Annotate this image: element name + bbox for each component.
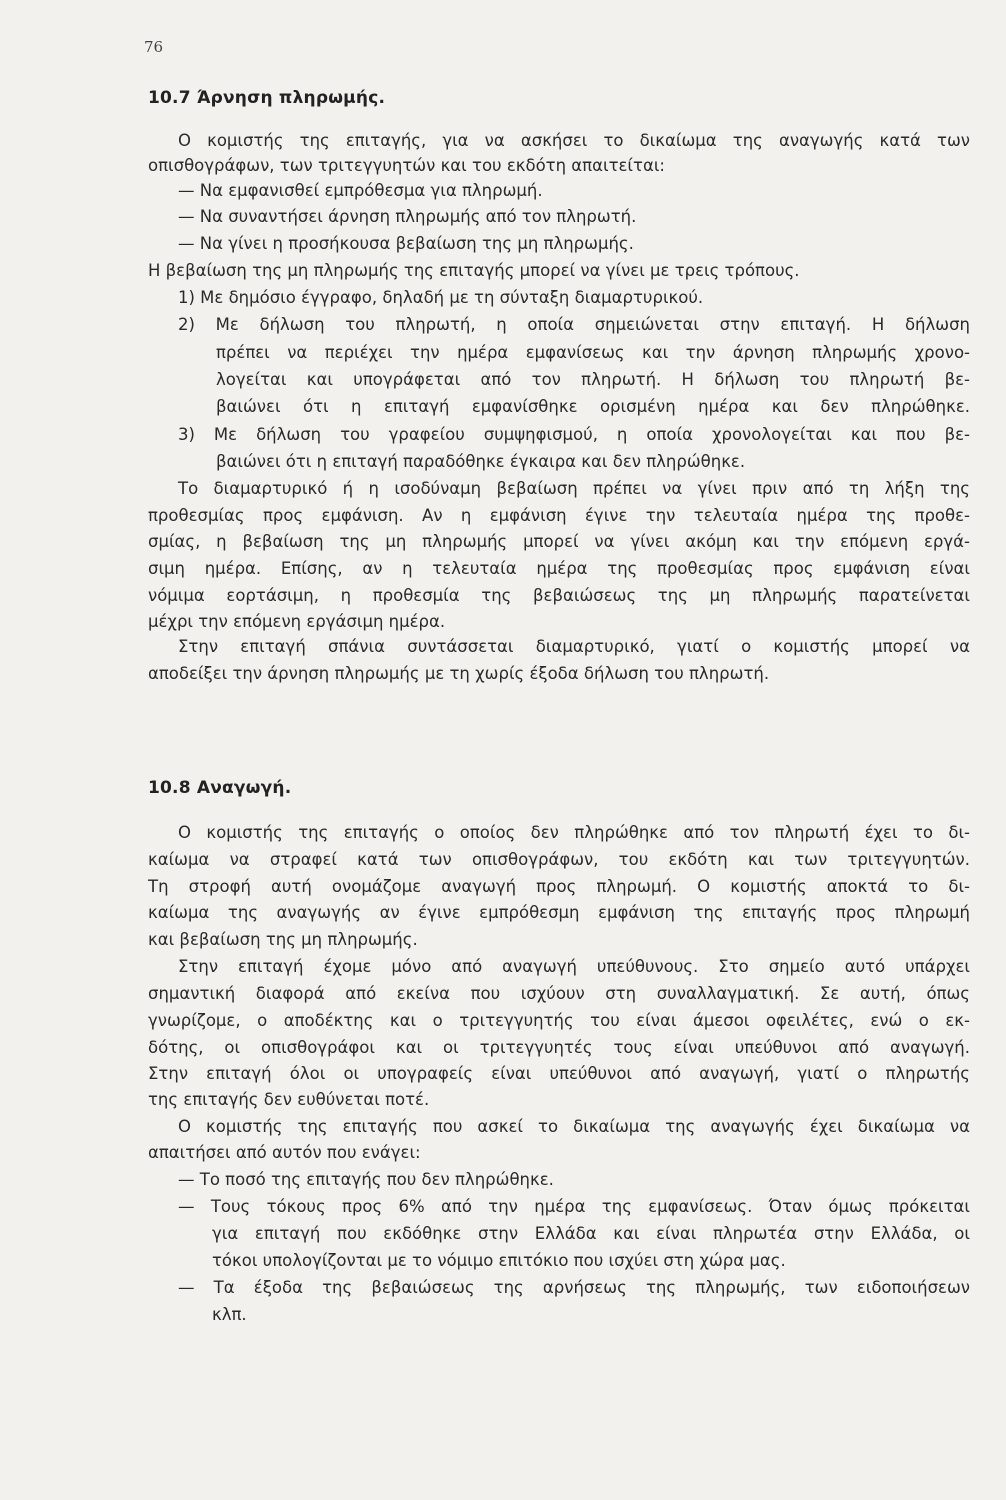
paragraph-line: Στην επιταγή όλοι οι υπογραφείς είναι υπεύθυνοι από αναγωγή, γιατί ο πληρωτής (148, 1064, 970, 1083)
list-item: — Να συναντήσει άρνηση πληρωμής από τον πληρωτή. (178, 207, 637, 226)
page-number: 76 (144, 38, 164, 56)
paragraph-line: προθεσμίας προς εμφάνιση. Αν η εμφάνιση έγινε την τελευταία ημέρα της προθε- (148, 506, 970, 525)
paragraph-line: δότης, οι οπισθογράφοι και οι τριτεγγυητές τους είναι υπεύθυνοι από αναγωγή. (148, 1038, 970, 1057)
paragraph-line: Το διαμαρτυρικό ή η ισοδύναμη βεβαίωση πρέπει να γίνει πριν από τη λήξη της (178, 479, 970, 498)
paragraph-line: σμίας, η βεβαίωση της μη πληρωμής μπορεί να γίνει ακόμη και την επόμενη εργά- (148, 532, 970, 551)
paragraph-line: για επιταγή που εκδόθηκε στην Ελλάδα και είναι πληρωτέα στην Ελλάδα, οι (212, 1224, 970, 1243)
paragraph-line: Ο κομιστής της επιταγής ο οποίος δεν πληρώθηκε από τον πληρωτή έχει το δι- (178, 823, 970, 842)
paragraph-line: κλπ. (212, 1305, 247, 1324)
paragraph-line: Στην επιταγή έχομε μόνο από αναγωγή υπεύθυνους. Στο σημείο αυτό υπάρχει (178, 957, 970, 976)
paragraph-line: βαιώνει ότι η επιταγή παραδόθηκε έγκαιρα και δεν πληρώθηκε. (216, 452, 746, 471)
paragraph-line: οπισθογράφων, των τριτεγγυητών και του εκδότη απαιτείται: (148, 156, 665, 175)
paragraph-line: Στην επιταγή σπάνια συντάσσεται διαμαρτυρικό, γιατί ο κομιστής μπορεί να (178, 637, 970, 656)
list-item: — Να γίνει η προσήκουσα βεβαίωση της μη πληρωμής. (178, 234, 634, 253)
paragraph-line: νόμιμα εορτάσιμη, η προθεσμία της βεβαιώσεως της μη πληρωμής παρατείνεται (148, 586, 970, 605)
paragraph-line: Ο κομιστής της επιταγής που ασκεί το δικαίωμα της αναγωγής έχει δικαίωμα να (178, 1117, 970, 1136)
list-item: — Το ποσό της επιταγής που δεν πληρώθηκε. (178, 1170, 554, 1189)
list-item: 2) Με δήλωση του πληρωτή, η οποία σημειώνεται στην επιταγή. Η δήλωση (178, 315, 970, 334)
paragraph-line: Ο κομιστής της επιταγής, για να ασκήσει το δικαίωμα της αναγωγής κατά των (178, 131, 970, 150)
paragraph-line: μέχρι την επόμενη εργάσιμη ημέρα. (148, 612, 446, 631)
list-item: — Τα έξοδα της βεβαιώσεως της αρνήσεως της πληρωμής, των ειδοποιήσεων (178, 1278, 970, 1297)
paragraph-line: Η βεβαίωση της μη πληρωμής της επιταγής μπορεί να γίνει με τρεις τρόπους. (148, 261, 800, 280)
paragraph-line: λογείται και υπογράφεται από τον πληρωτή. Η δήλωση του πληρωτή βε- (216, 370, 970, 389)
paragraph-line: καίωμα να στραφεί κατά των οπισθογράφων, του εκδότη και των τριτεγγυητών. (148, 850, 970, 869)
paragraph-line: αποδείξει την άρνηση πληρωμής με τη χωρίς έξοδα δήλωση του πληρωτή. (148, 664, 770, 683)
paragraph-line: Τη στροφή αυτή ονομάζομε αναγωγή προς πληρωμή. Ο κομιστής αποκτά το δι- (148, 877, 970, 896)
paragraph-line: πρέπει να περιέχει την ημέρα εμφανίσεως και την άρνηση πληρωμής χρονο- (216, 343, 970, 362)
paragraph-line: της επιταγής δεν ευθύνεται ποτέ. (148, 1090, 430, 1109)
paragraph-line: σημαντική διαφορά από εκείνα που ισχύουν στη συναλλαγματική. Σε αυτή, όπως (148, 984, 970, 1003)
paragraph-line: σιμη ημέρα. Επίσης, αν η τελευταία ημέρα της προθεσμίας προς εμφάνιση είναι (148, 559, 970, 578)
paragraph-line: καίωμα της αναγωγής αν έγινε εμπρόθεσμη εμφάνιση της επιταγής προς πληρωμή (148, 903, 970, 922)
section-title: 10.7 Άρνηση πληρωμής. (148, 88, 386, 108)
list-item: — Τους τόκους προς 6% από την ημέρα της εμφανίσεως. Όταν όμως πρόκειται (178, 1197, 970, 1216)
paragraph-line: απαιτήσει από αυτόν που ενάγει: (148, 1143, 421, 1162)
list-item: 1) Με δημόσιο έγγραφο, δηλαδή με τη σύνταξη διαμαρτυρικού. (178, 288, 704, 307)
list-item: — Να εμφανισθεί εμπρόθεσμα για πληρωμή. (178, 181, 543, 200)
paragraph-line: και βεβαίωση της μη πληρωμής. (148, 930, 418, 949)
list-item: 3) Με δήλωση του γραφείου συμψηφισμού, η οποία χρονολογείται και που βε- (178, 425, 970, 444)
paragraph-line: τόκοι υπολογίζονται με το νόμιμο επιτόκιο που ισχύει στη χώρα μας. (212, 1251, 786, 1270)
paragraph-line: βαιώνει ότι η επιταγή εμφανίσθηκε ορισμένη ημέρα και δεν πληρώθηκε. (216, 397, 970, 416)
paragraph-line: γνωρίζομε, ο αποδέκτης και ο τριτεγγυητής του είναι άμεσοι οφειλέτες, ενώ ο εκ- (148, 1011, 970, 1030)
section-title: 10.8 Αναγωγή. (148, 778, 292, 798)
